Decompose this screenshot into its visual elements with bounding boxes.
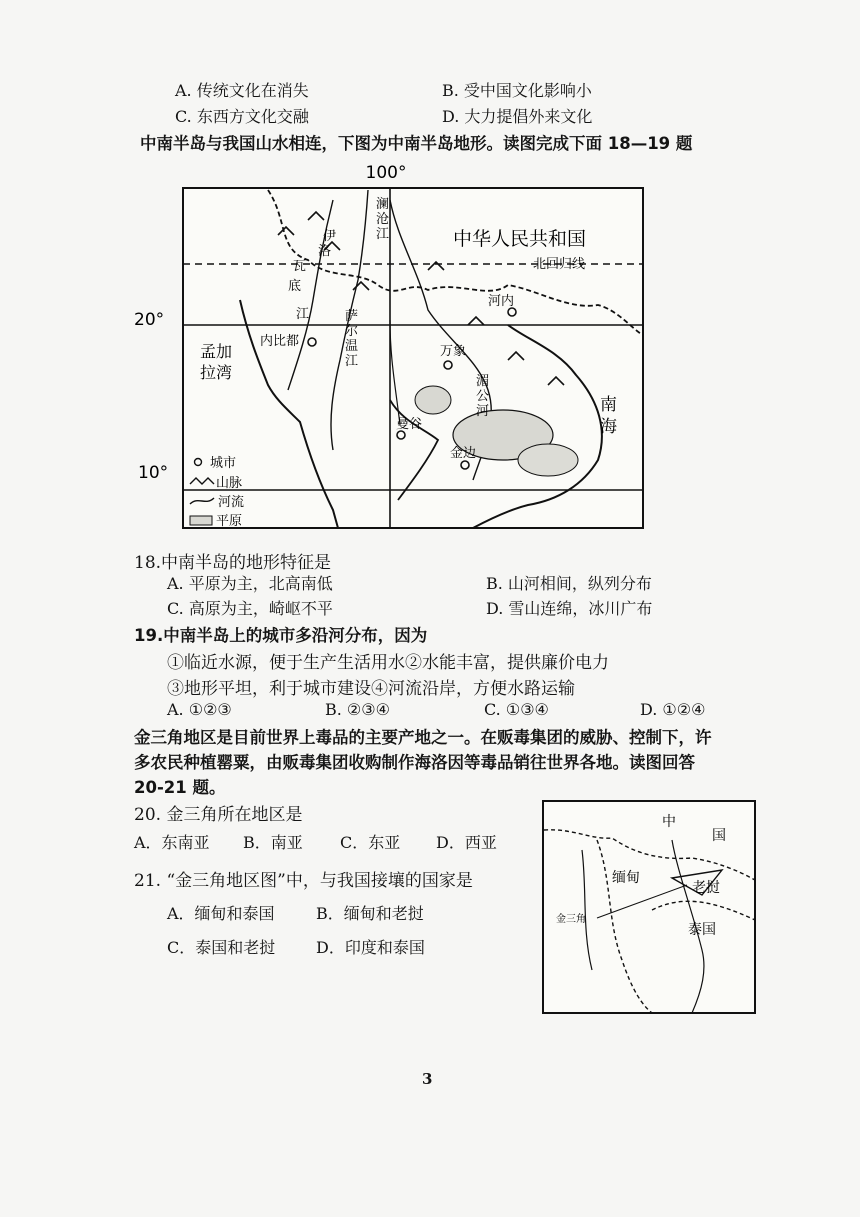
q21-stem: 21. “金三角地区图”中，与我国接壤的国家是 [134, 871, 473, 891]
map2-laos: 老挝 [692, 880, 720, 896]
q19-line-1: ①临近水源，便于生产生活用水②水能丰富，提供廉价电力 [167, 653, 609, 673]
hanoi-label: 河内 [488, 294, 515, 309]
q19-option-b: B. ②③④ [325, 700, 390, 719]
mekong-low-label-2: 公 [476, 389, 490, 404]
q18-stem: 18.中南半岛的地形特征是 [134, 553, 332, 573]
q20-option-a: A．东南亚 [134, 833, 210, 852]
legend-river: 河流 [218, 495, 245, 510]
irrawaddy-label-5: 江 [296, 307, 310, 322]
intro-20-21-line-3: 20-21 题。 [134, 778, 226, 797]
bengal-label-2: 拉湾 [200, 363, 233, 382]
mekong-low-label-3: 河 [476, 404, 490, 419]
q19-option-d: D. ①②④ [640, 700, 706, 719]
q20-option-c: C．东亚 [340, 833, 401, 852]
salween-label-1: 萨 [345, 309, 359, 324]
salween-label-2: 尔 [345, 324, 359, 339]
intro-20-21-line-2: 多农民种植罂粟，由贩毒集团收购制作海洛因等毒品销往世界各地。读图回答 [134, 753, 695, 772]
lon-100-label: 100° [365, 163, 407, 183]
map2-china-1: 中 [662, 814, 676, 830]
page-number: 3 [422, 1070, 433, 1088]
prev-option-a: A. 传统文化在消失 [175, 81, 309, 100]
irrawaddy-label-3: 瓦 [293, 259, 307, 274]
irrawaddy-label-4: 底 [288, 279, 302, 294]
mekong-label-2: 沧 [376, 212, 390, 227]
vientiane-label: 万象 [440, 344, 467, 359]
mekong-label-3: 江 [376, 227, 390, 242]
phnompenh-label: 金边 [450, 446, 477, 461]
salween-label-4: 江 [345, 354, 359, 369]
map2-golden-triangle: 金三角 [556, 914, 586, 925]
southsea-label-2: 海 [600, 417, 617, 437]
legend-mountain: 山脉 [216, 476, 243, 491]
irrawaddy-label-2: 洛 [318, 244, 332, 259]
q18-option-c: C. 高原为主，崎岖不平 [167, 599, 333, 618]
q20-option-b: B．南亚 [243, 833, 303, 852]
q19-stem: 19.中南半岛上的城市多沿河分布，因为 [134, 626, 428, 645]
q19-line-2: ③地形平坦，利于城市建设④河流沿岸，方便水路运输 [167, 679, 575, 699]
tropic-label: 北回归线 [533, 257, 586, 272]
q21-option-c: C．泰国和老挝 [167, 938, 276, 957]
legend-plain-icon [190, 516, 212, 525]
map2-china-2: 国 [712, 828, 726, 844]
mekong-delta [518, 444, 578, 476]
bengal-label-1: 孟加 [200, 342, 233, 361]
map2-myanmar: 缅甸 [612, 870, 640, 886]
map2-thailand: 泰国 [688, 922, 716, 938]
q20-stem: 20. 金三角所在地区是 [134, 805, 303, 825]
naypyidaw-label: 内比都 [260, 334, 300, 349]
q18-option-b: B. 山河相间，纵列分布 [486, 574, 652, 593]
q19-option-a: A. ①②③ [167, 700, 232, 719]
legend-plain: 平原 [216, 514, 243, 529]
q19-option-c: C. ①③④ [484, 700, 549, 719]
prev-option-c: C. 东西方文化交融 [175, 107, 309, 126]
q18-option-a: A. 平原为主，北高南低 [167, 574, 333, 593]
intro-20-21-line-1: 金三角地区是目前世界上毒品的主要产地之一。在贩毒集团的威胁、控制下，许 [134, 728, 712, 747]
mekong-label-1: 澜 [376, 197, 390, 212]
golden-triangle-map [542, 800, 757, 1015]
legend-city: 城市 [210, 456, 237, 471]
intro-18-19: 中南半岛与我国山水相连，下图为中南半岛地形。读图完成下面 18—19 题 [140, 134, 693, 153]
indochina-map [128, 160, 648, 540]
q21-option-d: D．印度和泰国 [316, 938, 425, 957]
q18-option-d: D. 雪山连绵，冰川广布 [486, 599, 653, 618]
salween-label-3: 温 [345, 339, 359, 354]
southsea-label-1: 南 [600, 395, 617, 415]
lat-10-label: 10° [138, 463, 169, 483]
prev-option-b: B. 受中国文化影响小 [442, 81, 592, 100]
q21-option-a: A．缅甸和泰国 [167, 904, 275, 923]
bangkok-label: 曼谷 [396, 417, 423, 432]
q20-option-d: D．西亚 [436, 833, 497, 852]
q21-option-b: B．缅甸和老挝 [316, 904, 424, 923]
prev-option-d: D. 大力提倡外来文化 [442, 107, 593, 126]
menam-plain [415, 386, 451, 414]
lat-20-label: 20° [134, 310, 165, 330]
mekong-low-label-1: 湄 [476, 374, 490, 389]
irrawaddy-label-1: 伊 [323, 229, 337, 244]
china-label: 中华人民共和国 [453, 228, 587, 250]
